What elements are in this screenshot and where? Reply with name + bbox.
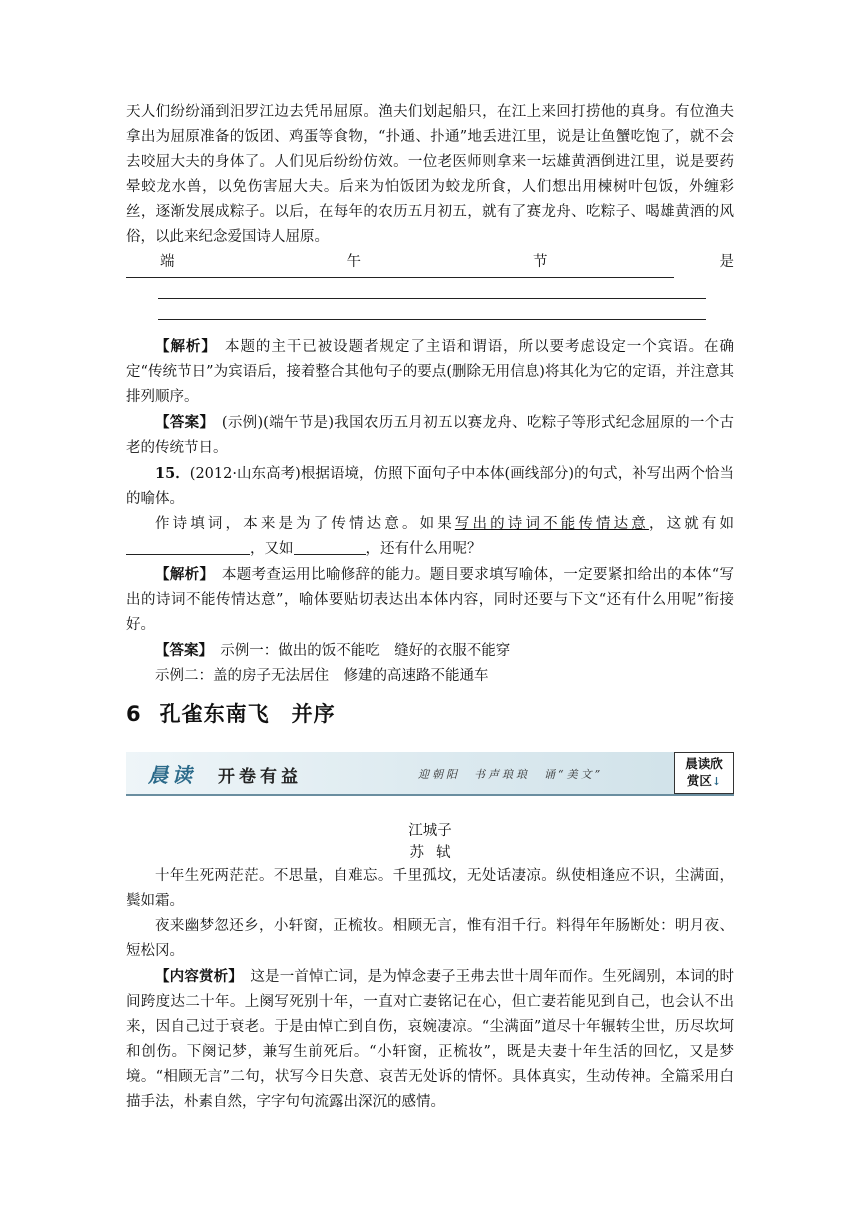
answer-label: 【答案】 (155, 414, 208, 431)
fill-blank (126, 540, 250, 555)
q15-answer: 【答案】 示例一：做出的饭不能吃 缝好的衣服不能穿 (155, 642, 511, 659)
exercise-section (126, 100, 734, 689)
appreciation: 【内容赏析】 这是一首悼亡词，是为悼念妻子王弗去世十周年而作。生死阔别，本词的时间跨度达二十年。上阕写死别十年，一直对亡妻铭记在心，但亡妻若能见到自己，也会认不出来，因自己过于衰老。于是由悼亡到自伤，哀婉凄凉。“尘满面”道尽十年辗转尘世，历尽坎坷和创伤。下阕记梦，兼写生前死后。“小轩窗，正梳妆”，既是夫妻十年生活的回忆，又是梦境。“相顾无言”二句，状写今日失意、哀苦无处诉的情怀。具体真实，生动传神。全篇采用白描手法，朴素自然，字字句句流露出深沉的感情。 (126, 968, 735, 1110)
question-number: 15． (155, 465, 190, 482)
appreciation-label: 【内容赏析】 (155, 968, 236, 985)
answer-line (126, 277, 674, 278)
analysis-label: 【解析】 (155, 566, 208, 583)
chapter-number: 6 (126, 702, 142, 726)
q14-answer: 【答案】 (示例)(端午节是)我国农历五月初五以赛龙舟、吃粽子等形式纪念屈原的一个古老的传统节日。 (126, 414, 735, 456)
story-paragraph: 天人们纷纷涌到汨罗江边去凭吊屈原。渔夫们划起船只，在江上来回打捞他的真身。有位渔夫拿出为屈原准备的饭团、鸡蛋等食物，“扑通、扑通”地丢进江里，说是让鱼蟹吃饱了，就不会去咬屈大夫的身体了。人们见后纷纷仿效。一位老医师则拿来一坛雄黄酒倒进江里，说是要药晕蛟龙水兽，以免伤害屈大夫。后来为怕饭团为蛟龙所食，人们想出用楝树叶包饭，外缠彩丝，逐渐发展成粽子。以后，在每年的农历五月初五，就有了赛龙舟、吃粽子、喝雄黄酒的风俗，以此来纪念爱国诗人屈原。 (126, 104, 734, 245)
q15-text: 作诗填词，本来是为了传情达意。如果写出的诗词不能传情达意，这就有如，又如 ，还有什么用呢？ (126, 512, 734, 562)
prompt-char: 午 (346, 254, 361, 270)
question-source: (2012·山东高考) (189, 466, 301, 482)
answer-label: 【答案】 (155, 642, 206, 659)
prompt-char: 端 (160, 254, 175, 270)
prompt-char: 是 (719, 254, 734, 270)
fill-prompt (126, 250, 734, 275)
q15-stem: 15．(2012·山东高考)根据语境，仿照下面句子中本体(画线部分)的句式，补写出两个恰当的喻体。 (126, 465, 735, 507)
poem-section (126, 820, 734, 1115)
q14-analysis: 【解析】 本题的主干已被设题者规定了主语和谓语，所以要考虑设定一个宾语。在确定“传统节日”为宾语后，接着整合其他句子的要点(删除无用信息)将其化为它的定语，并注意其排列顺序。 (126, 338, 734, 405)
banner-title: 开卷有益 (218, 767, 302, 787)
poem-title: 江城子 (408, 823, 452, 839)
poem-stanza: 十年生死两茫茫。不思量，自难忘。千里孤坟，无处话凄凉。纵使相逢应不识，尘满面，鬓如霜。 (126, 868, 734, 909)
banner-section-box: 晨读欣 赏区↓ (674, 752, 734, 794)
chapter-heading (126, 698, 336, 728)
chapter-title: 孔雀东南飞 并序 (159, 702, 336, 726)
poem-stanza: 夜来幽梦忽还乡，小轩窗，正梳妆。相顾无言，惟有泪千行。料得年年肠断处：明月夜、短松冈。 (126, 918, 734, 959)
banner-slogan: 迎朝阳 书声琅琅 诵“美文” (418, 768, 604, 781)
q15-answer-2: 示例二：盖的房子无法居住 修建的高速路不能通车 (155, 668, 489, 684)
arrow-down-icon: ↓ (711, 775, 722, 788)
underlined-subject: 写出的诗词不能传情达意 (454, 516, 649, 532)
analysis-label: 【解析】 (155, 338, 210, 355)
answer-line (158, 298, 706, 299)
morning-reading-banner (126, 752, 734, 796)
fill-blank (294, 540, 366, 555)
poem-author: 苏轼 (409, 845, 463, 861)
banner-brand: 晨读 (148, 763, 196, 787)
prompt-char: 节 (533, 254, 548, 270)
q15-analysis: 【解析】 本题考查运用比喻修辞的能力。题目要求填写喻体，一定要紧扣给出的本体“写出的诗词不能传情达意”，喻体要贴切表达出本体内容，同时还要与下文“还有什么用呢”衔接好。 (126, 566, 734, 633)
